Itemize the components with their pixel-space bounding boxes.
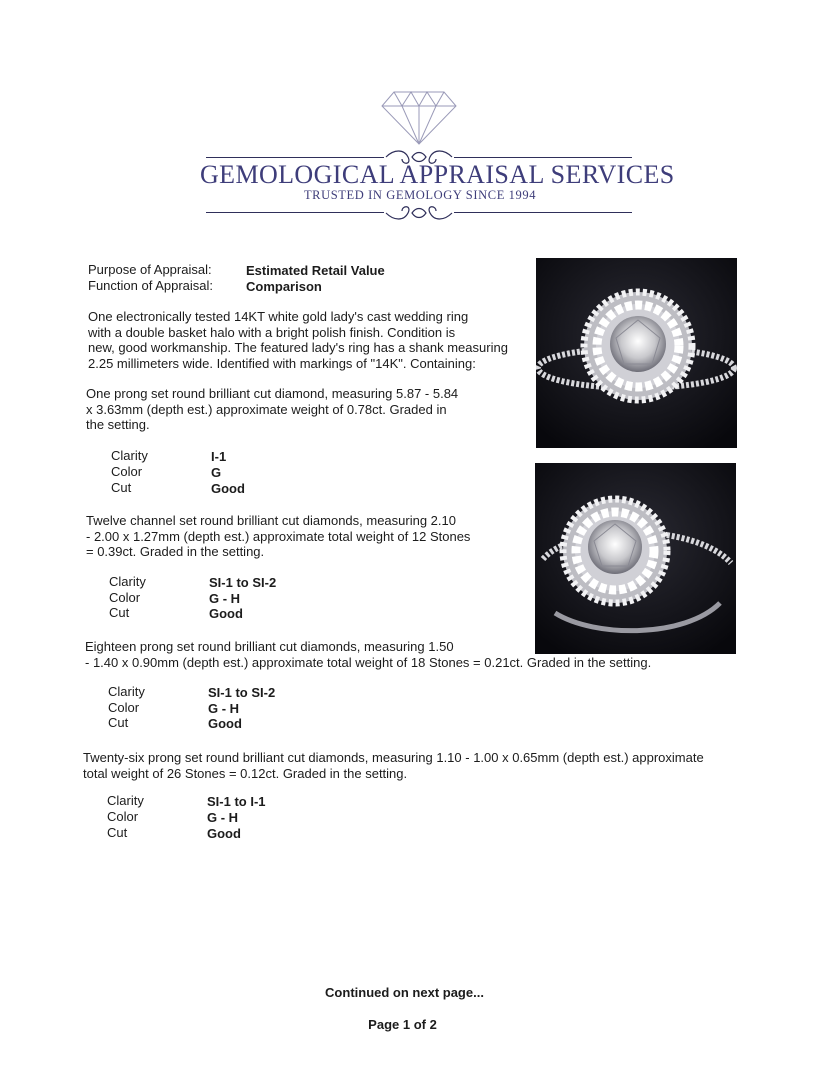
page-number: Page 1 of 2 [368,1017,437,1032]
grade-value-cut: Good [211,481,245,496]
stone-line: One prong set round brilliant cut diamond, measuring 5.87 - 5.84 [86,386,459,401]
grade-value-clarity: I-1 [211,449,227,464]
ring-side-view-image [535,463,736,654]
grade-value-clarity: SI-1 to SI-2 [209,575,277,590]
grade-value-clarity: SI-1 to I-1 [207,794,266,809]
grade-value-clarity: SI-1 to SI-2 [208,685,276,700]
grade-label-clarity: Clarity [108,684,145,699]
description-line: 2.25 millimeters wide. Identified with markings of "14K". Containing: [88,355,476,371]
grade-label-color: Color [109,590,141,605]
ring-photo-top [536,258,737,448]
ring-description [88,309,508,371]
grade-label-cut: Cut [111,480,132,495]
ring-photo-side [535,463,736,654]
flourish-bottom-icon [384,203,454,223]
stone-description [86,513,470,560]
function-label: Function of Appraisal: [88,278,214,293]
header-bottom-rule [206,212,384,213]
purpose-value: Estimated Retail Value [246,263,385,278]
stone-line: - 2.00 x 1.27mm (depth est.) approximate total weight of 12 Stones [86,528,471,544]
grade-label-clarity: Clarity [111,448,148,463]
stone-line: total weight of 26 Stones = 0.12ct. Graded in the setting. [83,765,408,781]
grade-value-cut: Good [209,606,243,621]
grade-label-cut: Cut [107,825,128,840]
grade-label-cut: Cut [108,715,129,730]
ring-top-view-image [536,258,737,448]
grade-label-color: Color [108,700,140,715]
continued-note: Continued on next page... [325,985,484,1000]
grade-value-color: G [211,465,222,480]
grade-label-clarity: Clarity [107,793,144,808]
stone-line: - 1.40 x 0.90mm (depth est.) approximate total weight of 18 Stones = 0.21ct. Graded in the setting. [85,654,652,670]
grade-label-clarity: Clarity [109,574,146,589]
header-top-rule [206,157,384,158]
stone-line: Twelve channel set round brilliant cut diamonds, measuring 2.10 [86,513,456,528]
stone-line: = 0.39ct. Graded in the setting. [86,544,265,559]
company-name: GEMOLOGICAL APPRAISAL SERVICES [200,160,675,189]
purpose-label: Purpose of Appraisal: [88,262,212,277]
description-line: new, good workmanship. The featured lady's ring has a shank measuring [88,340,508,355]
diamond-logo-icon [380,90,458,146]
stone-description [86,386,458,433]
description-line: One electronically tested 14KT white gold lady's cast wedding ring [88,309,469,324]
stone-line: Twenty-six prong set round brilliant cut diamonds, measuring 1.10 - 1.00 x 0.65mm (depth est.) approximate [83,750,704,765]
grade-value-cut: Good [208,716,242,731]
stone-line: the setting. [86,417,150,432]
stone-description [83,750,704,781]
grade-label-cut: Cut [109,605,130,620]
description-line: with a double basket halo with a bright polish finish. Condition is [88,324,456,340]
function-value: Comparison [246,279,322,294]
grade-label-color: Color [111,464,143,479]
stone-line: Eighteen prong set round brilliant cut diamonds, measuring 1.50 [85,639,454,654]
stone-line: x 3.63mm (depth est.) approximate weight of 0.78ct. Graded in [86,401,447,417]
grade-value-color: G - H [208,701,240,716]
grade-value-color: G - H [209,591,241,606]
grade-label-color: Color [107,809,139,824]
header-top-rule-right [454,157,632,158]
grade-value-cut: Good [207,826,241,841]
grade-value-color: G - H [207,810,239,825]
header-bottom-rule-right [454,212,632,213]
company-tagline: TRUSTED IN GEMOLOGY SINCE 1994 [303,188,537,202]
